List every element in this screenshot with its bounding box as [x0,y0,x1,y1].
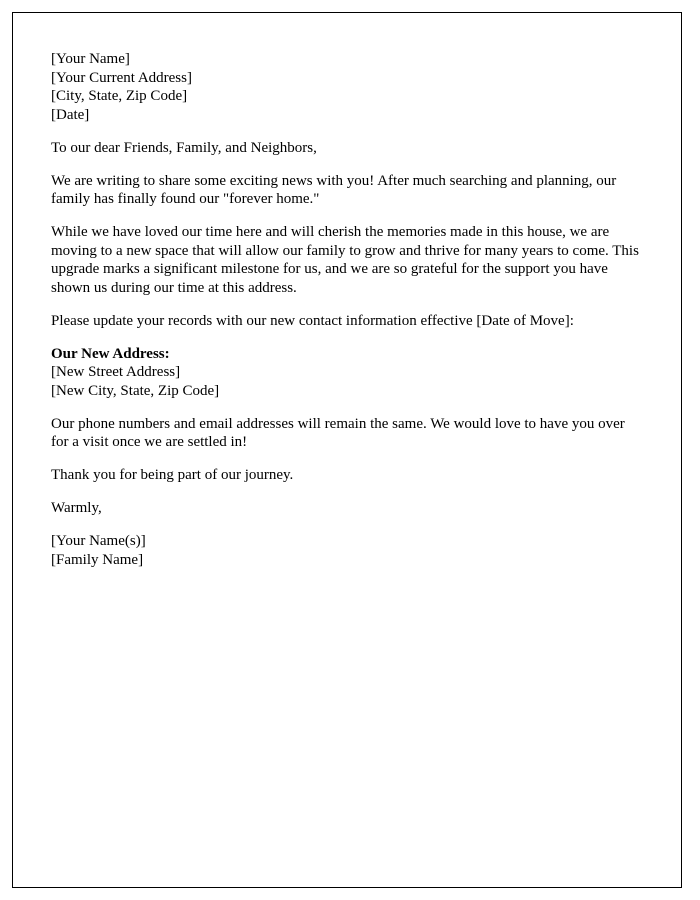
signature-name-line: [Your Name(s)] [51,533,146,549]
paragraph-contact: Our phone numbers and email addresses will remain the same. We would love to have you over for a visit once we are settled in! [51,415,625,450]
new-city-line: [New City, State, Zip Code] [51,382,220,399]
new-address-heading: Our New Address: [51,345,170,362]
letter-date-line: [Date] [51,106,90,123]
sender-name-line: [Your Name] [51,51,130,67]
letter-header [51,50,641,124]
closing: Warmly, [51,500,102,516]
salutation: To our dear Friends, Family, and Neighbors, [51,139,317,156]
signature-family-line: [Family Name] [51,551,144,568]
sender-address-line: [Your Current Address] [51,69,192,86]
letter-body [51,50,641,569]
paragraph-thanks: Thank you for being part of our journey. [51,467,294,483]
new-street-address-line: [New Street Address] [51,364,181,380]
paragraph-news: We are writing to share some exciting news with you! After much searching and planning, our family has finally found our "forever home." [51,172,617,207]
signature-block [51,532,641,569]
paragraph-move: While we have loved our time here and will cherish the memories made in this house, we are moving to a new space that will allow our family to grow and thrive for many years to come. This upgrade marks a significant milestone for us, and we are so grateful for the support you have shown us during our time at this address. [51,224,639,296]
letter-page [12,12,682,888]
sender-city-line: [City, State, Zip Code] [51,88,188,104]
new-address-block [51,345,641,401]
paragraph-update-records: Please update your records with our new contact information effective [Date of Move]: [51,312,574,329]
